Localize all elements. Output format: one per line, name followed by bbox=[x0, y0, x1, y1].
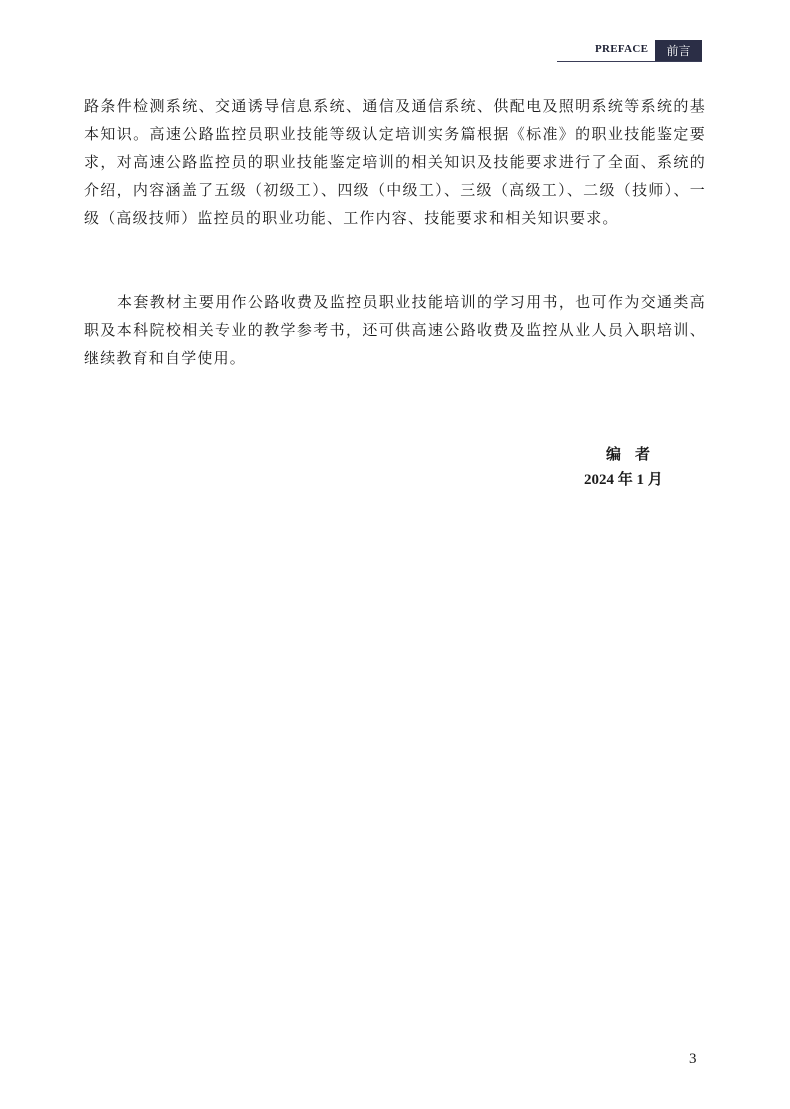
header-rule bbox=[557, 61, 702, 63]
header-section-tab bbox=[655, 40, 702, 62]
signature-author: 编者 bbox=[606, 445, 665, 463]
signature-date: 2024 年 1 月 bbox=[584, 472, 663, 488]
header-section-title-en: PREFACE bbox=[595, 43, 649, 55]
running-header bbox=[557, 40, 702, 62]
body-paragraph: 本套教材主要用作公路收费及监控员职业技能培训的学习用书，也可作为交通类高职及本科院校相关专业的教学参考书，还可供高速公路收费及监控从业人员入职培训、继续教育和自学使用。 bbox=[84, 293, 706, 367]
page-number: 3 bbox=[689, 1051, 697, 1067]
header-section-title-cn: 前言 bbox=[666, 44, 691, 58]
body-paragraph: 路条件检测系统、交通诱导信息系统、通信及通信系统、供配电及照明系统等系统的基本知识。高速公路监控员职业技能等级认定培训实务篇根据《标准》的职业技能鉴定要求，对高速公路监控员的职业技能鉴定培训的相关知识及技能要求进行了全面、系统的介绍，内容涵盖了五级（初级工）、四级（中级工）、三级（高级工）、二级（技师）、一级（高级技师）监控员的职业功能、工作内容、技能要求和相关知识要求。 bbox=[84, 97, 706, 227]
